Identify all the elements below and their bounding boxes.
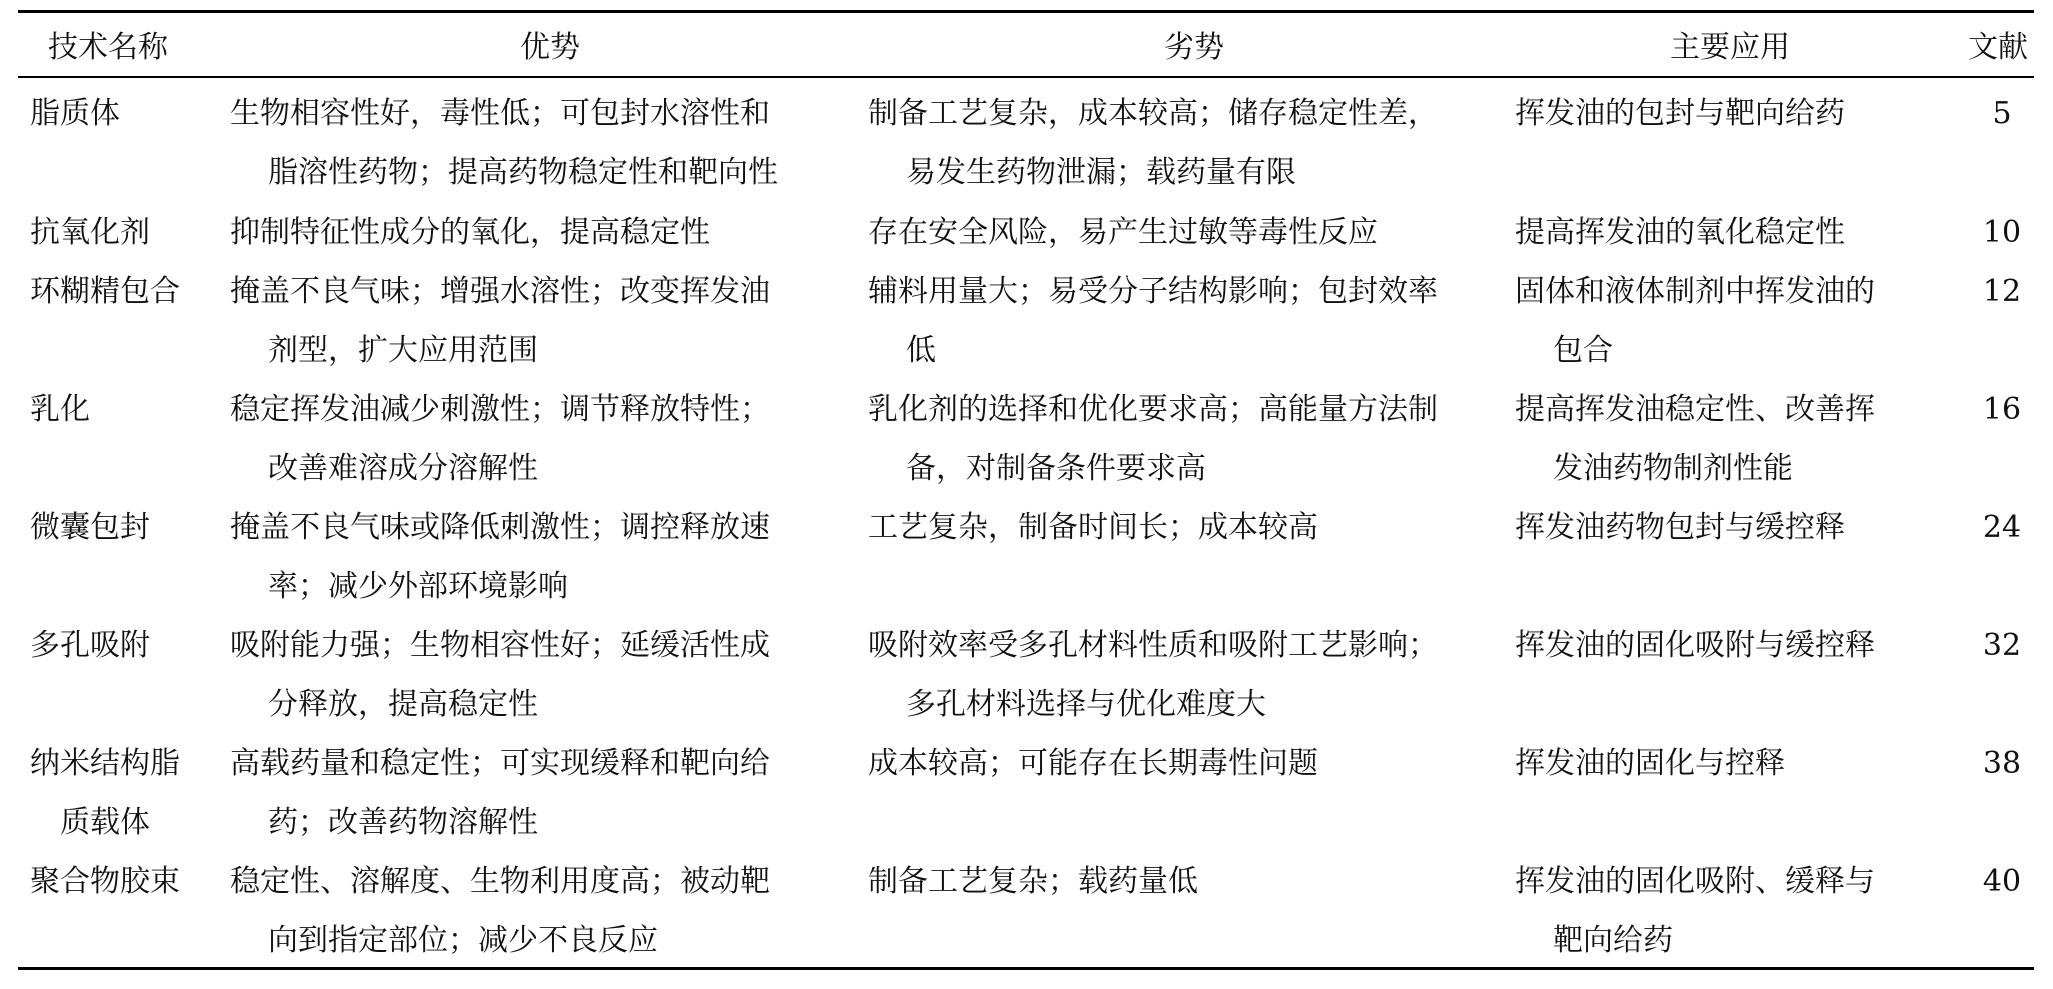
row-advantages-line: 生物相容性好，毒性低；可包封水溶性和	[230, 96, 770, 131]
row-applications-line: 固体和液体制剂中挥发油的	[1515, 274, 1875, 309]
row-reference-value: 10	[1982, 215, 2022, 250]
header-applications: 主要应用	[1670, 30, 1790, 65]
row-reference-value: 12	[1982, 274, 2022, 309]
row-disadvantages-line: 多孔材料选择与优化难度大	[906, 687, 1266, 722]
row-disadvantages-line: 吸附效率受多孔材料性质和吸附工艺影响；	[868, 628, 1438, 663]
header-disadvantages: 劣势	[1164, 30, 1224, 65]
row-name	[30, 203, 220, 262]
row-name	[30, 734, 220, 852]
header-advantages: 优势	[520, 30, 580, 65]
row-reference	[1948, 380, 2034, 439]
row-advantages-line: 率；减少外部环境影响	[268, 569, 568, 604]
row-name	[30, 616, 220, 675]
row-name-line: 微囊包封	[30, 510, 150, 545]
row-applications-line: 挥发油的固化吸附与缓控释	[1515, 628, 1875, 663]
row-disadvantages-line: 辅料用量大；易受分子结构影响；包封效率	[868, 274, 1438, 309]
row-name-line: 多孔吸附	[30, 628, 150, 663]
row-applications	[1515, 380, 1945, 498]
row-advantages-line: 向到指定部位；减少不良反应	[268, 923, 658, 958]
row-name	[30, 380, 220, 439]
header-references: 文献	[1968, 30, 2028, 65]
row-name	[30, 262, 220, 321]
row-advantages-line: 稳定性、溶解度、生物利用度高；被动靶	[230, 864, 770, 899]
row-advantages-line: 药；改善药物溶解性	[268, 805, 538, 840]
row-disadvantages	[868, 84, 1520, 202]
row-advantages-line: 吸附能力强；生物相容性好；延缓活性成	[230, 628, 770, 663]
row-advantages-line: 抑制特征性成分的氧化，提高稳定性	[230, 215, 710, 250]
row-disadvantages	[868, 498, 1520, 557]
row-name-line: 质载体	[60, 805, 150, 840]
row-advantages-line: 剂型，扩大应用范围	[268, 333, 538, 368]
row-advantages-line: 掩盖不良气味或降低刺激性；调控释放速	[230, 510, 770, 545]
row-advantages	[230, 84, 862, 202]
row-advantages-line: 高载药量和稳定性；可实现缓释和靶向给	[230, 746, 770, 781]
row-advantages	[230, 203, 862, 262]
table-header-rule	[18, 76, 2034, 78]
row-disadvantages	[868, 616, 1520, 734]
row-name-line: 聚合物胶束	[30, 864, 180, 899]
row-disadvantages-line: 成本较高；可能存在长期毒性问题	[868, 746, 1318, 781]
row-name-line: 抗氧化剂	[30, 215, 150, 250]
row-reference-value: 38	[1982, 746, 2022, 781]
table-row	[18, 203, 2034, 262]
row-disadvantages	[868, 852, 1520, 911]
row-reference	[1948, 498, 2034, 557]
row-advantages-line: 分释放，提高稳定性	[268, 687, 538, 722]
row-applications-line: 提高挥发油的氧化稳定性	[1515, 215, 1845, 250]
row-advantages	[230, 262, 862, 380]
row-reference	[1948, 203, 2034, 262]
row-advantages	[230, 734, 862, 852]
row-disadvantages-line: 低	[906, 333, 936, 368]
row-applications	[1515, 262, 1945, 380]
row-applications-line: 挥发油药物包封与缓控释	[1515, 510, 1845, 545]
row-applications-line: 包合	[1553, 333, 1613, 368]
row-disadvantages-line: 乳化剂的选择和优化要求高；高能量方法制	[868, 392, 1438, 427]
row-applications	[1515, 498, 1945, 557]
row-reference	[1948, 262, 2034, 321]
row-disadvantages-line: 存在安全风险，易产生过敏等毒性反应	[868, 215, 1378, 250]
row-advantages-line: 脂溶性药物；提高药物稳定性和靶向性	[268, 155, 778, 190]
row-disadvantages	[868, 734, 1520, 793]
row-applications-line: 挥发油的固化吸附、缓释与	[1515, 864, 1875, 899]
row-applications	[1515, 84, 1945, 143]
table-row	[18, 852, 2034, 970]
row-disadvantages	[868, 262, 1520, 380]
row-applications-line: 挥发油的固化与控释	[1515, 746, 1785, 781]
row-applications	[1515, 852, 1945, 970]
row-advantages-line: 掩盖不良气味；增强水溶性；改变挥发油	[230, 274, 770, 309]
row-applications-line: 靶向给药	[1553, 923, 1673, 958]
row-advantages-line: 改善难溶成分溶解性	[268, 451, 538, 486]
row-applications	[1515, 734, 1945, 793]
row-advantages-line: 稳定挥发油减少刺激性；调节释放特性；	[230, 392, 770, 427]
row-disadvantages-line: 备，对制备条件要求高	[906, 451, 1206, 486]
row-applications	[1515, 616, 1945, 675]
table-row	[18, 262, 2034, 380]
row-disadvantages	[868, 380, 1520, 498]
row-reference	[1948, 852, 2034, 911]
row-name	[30, 852, 220, 911]
row-advantages	[230, 616, 862, 734]
table-row	[18, 616, 2034, 734]
table-row	[18, 380, 2034, 498]
row-name-line: 乳化	[30, 392, 90, 427]
row-disadvantages-line: 易发生药物泄漏；载药量有限	[906, 155, 1296, 190]
row-name	[30, 498, 220, 557]
table-top-rule	[18, 10, 2034, 13]
row-advantages	[230, 380, 862, 498]
row-disadvantages	[868, 203, 1520, 262]
row-reference-value: 16	[1982, 392, 2022, 427]
table-row	[18, 84, 2034, 202]
row-disadvantages-line: 制备工艺复杂，成本较高；储存稳定性差，	[868, 96, 1438, 131]
row-name-line: 纳米结构脂	[30, 746, 180, 781]
row-reference	[1948, 616, 2034, 675]
row-applications-line: 挥发油的包封与靶向给药	[1515, 96, 1845, 131]
row-reference	[1948, 84, 2034, 143]
table-row	[18, 498, 2034, 616]
row-disadvantages-line: 工艺复杂，制备时间长；成本较高	[868, 510, 1318, 545]
row-reference-value: 32	[1982, 628, 2022, 663]
row-name-line: 环糊精包合	[30, 274, 180, 309]
row-advantages	[230, 852, 862, 970]
table-row	[18, 734, 2034, 852]
row-applications-line: 发油药物制剂性能	[1553, 451, 1793, 486]
row-disadvantages-line: 制备工艺复杂；载药量低	[868, 864, 1198, 899]
row-applications	[1515, 203, 1945, 262]
row-reference-value: 24	[1982, 510, 2022, 545]
row-name-line: 脂质体	[30, 96, 120, 131]
row-advantages	[230, 498, 862, 616]
row-name	[30, 84, 220, 143]
table-header-row	[18, 20, 2034, 76]
table-bottom-rule	[18, 967, 2034, 970]
row-reference	[1948, 734, 2034, 793]
row-reference-value: 5	[1992, 96, 2012, 131]
row-applications-line: 提高挥发油稳定性、改善挥	[1515, 392, 1875, 427]
row-reference-value: 40	[1982, 864, 2022, 899]
header-name: 技术名称	[48, 30, 168, 65]
